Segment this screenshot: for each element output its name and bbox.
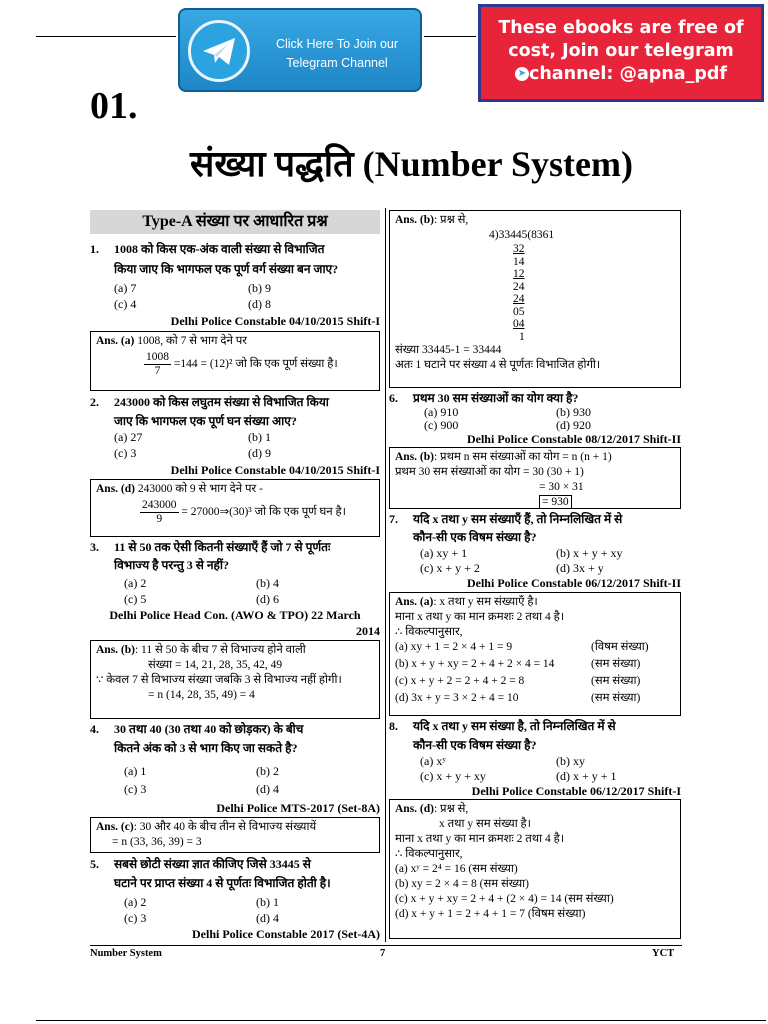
chapter-title: संख्या पद्धति (Number System) — [190, 144, 633, 184]
question-number: 4. — [90, 722, 99, 736]
answer-row: (d) x + y + 1 = 2 + 4 + 1 = 7 (विषम संख्या) — [395, 908, 586, 920]
chapter-number: 01. — [90, 85, 138, 127]
answer-label: Ans. (b) — [395, 451, 434, 463]
answer-label: Ans. (a) — [96, 335, 135, 347]
option-d: (d) 8 — [248, 297, 271, 311]
promo-line2: cost, Join our telegram — [508, 41, 734, 61]
answer-text: : 11 से 50 के बीच 7 से विभाज्य होने वाली — [134, 644, 306, 656]
question-text: घटाने पर प्राप्त संख्या 4 से पूर्णतः विभाजित होती है। — [114, 876, 331, 890]
option-c: (c) 3 — [124, 911, 147, 925]
answer-text: = n (33, 36, 39) = 3 — [112, 836, 202, 848]
answer-text: =144 = (12)² जो कि एक पूर्ण संख्या है। — [173, 358, 338, 371]
answer-text: ∵ केवल 7 से विभाज्य संख्या जबकि 3 से विभाज्य नहीं होगी। — [96, 674, 342, 686]
question-number: 5. — [90, 857, 99, 871]
question-text: यदि x तथा y सम संख्याएँ हैं, तो निम्नलिखित में से — [413, 512, 623, 526]
answer-text: 243000 को 9 से भाग देने पर - — [137, 483, 263, 495]
answer-label: Ans. (c) — [96, 821, 134, 833]
answer-label: Ans. (d) — [96, 483, 135, 495]
answer-box-8 — [389, 799, 681, 939]
option-d: (d) 3x + y — [556, 561, 604, 575]
answer-box-7 — [389, 592, 681, 716]
option-b: (b) 1 — [248, 430, 271, 444]
answer-text: x तथा y सम संख्या है। — [439, 818, 532, 830]
question-text: कौन-सी एक विषम संख्या है? — [413, 738, 537, 752]
long-division-step: 12 — [513, 268, 525, 280]
answer-box-1 — [90, 331, 380, 391]
telegram-banner-line2: Telegram Channel — [286, 56, 388, 70]
question-source: Delhi Police Constable 06/12/2017 Shift-II — [466, 576, 681, 590]
question-2 — [90, 394, 382, 434]
answer-row: (b) xy = 2 × 4 = 8 (सम संख्या) — [395, 878, 529, 890]
question-number: 8. — [389, 719, 398, 733]
question-number: 1. — [90, 242, 99, 256]
question-text: 11 से 50 तक ऐसी कितनी संख्याएँ हैं जो 7 से पूर्णतः — [114, 540, 331, 554]
promo-line1: These ebooks are free of — [498, 18, 744, 38]
option-a: (a) 2 — [124, 895, 147, 909]
question-source: Delhi Police Constable 06/12/2017 Shift-I — [471, 784, 681, 798]
question-text: यदि x तथा y सम संख्या है, तो निम्नलिखित में से — [413, 719, 616, 733]
fraction: $\frac{1008}{7}$ — [146, 351, 169, 377]
option-d: (d) 4 — [256, 782, 279, 796]
answer-row: (c) x + y + 2 = 2 + 4 + 2 = 8 — [395, 675, 525, 687]
telegram-icon — [188, 20, 250, 82]
promo-line3: channel: @apna_pdf — [528, 64, 728, 84]
option-b: (b) 2 — [256, 764, 279, 778]
answer-text: : प्रथम n सम संख्याओं का योग = n (n + 1) — [433, 451, 612, 463]
question-source-year: 2014 — [356, 624, 380, 638]
question-text: कितने अंक को 3 से भाग किए जा सकते है? — [114, 741, 298, 755]
footer-chapter-name: Number System — [90, 948, 162, 959]
question-number: 3. — [90, 540, 99, 554]
option-b: (b) 9 — [248, 281, 271, 295]
answer-text: ∴ विकल्पानुसार, — [395, 848, 463, 860]
option-a: (a) xʸ — [420, 754, 446, 768]
telegram-small-icon: ➤ — [515, 67, 529, 81]
answer-text: 1008, को 7 से भाग देने पर — [137, 335, 247, 347]
final-answer: = 930 — [539, 495, 572, 509]
answer-label: Ans. (a) — [395, 596, 434, 608]
option-d: (d) 6 — [256, 592, 279, 606]
answer-box-5 — [389, 210, 681, 388]
question-text: सबसे छोटी संख्या ज्ञात कीजिए जिसे 33445 से — [114, 857, 311, 871]
answer-label: Ans. (b) — [395, 214, 434, 226]
option-b: (b) 4 — [256, 576, 279, 590]
answer-box-6 — [389, 447, 681, 509]
answer-text: : प्रश्न से, — [433, 214, 469, 226]
footer-publisher: YCT — [652, 948, 675, 959]
option-a: (a) 910 — [424, 405, 459, 419]
question-8 — [389, 718, 681, 758]
question-text: प्रथम 30 सम संख्याओं का योग क्या है? — [413, 391, 579, 405]
question-number: 7. — [389, 512, 398, 526]
option-d: (d) 4 — [256, 911, 279, 925]
answer-row: (a) xy + 1 = 2 × 4 + 1 = 9 — [395, 641, 513, 653]
option-c: (c) 4 — [114, 297, 137, 311]
answer-text: माना x तथा y का मान क्रमशः 2 तथा 4 है। — [395, 833, 565, 845]
answer-text: : 30 और 40 के बीच तीन से विभाज्य संख्यायें — [133, 821, 317, 833]
answer-row: (d) 3x + y = 3 × 2 + 4 = 10 — [395, 692, 519, 704]
option-b: (b) 1 — [256, 895, 279, 909]
long-division-step: 14 — [513, 255, 525, 268]
answer-text: = 27000⇒(30)³ जो कि एक पूर्ण घन है। — [181, 506, 346, 519]
option-a: (a) 1 — [124, 764, 147, 778]
option-d: (d) x + y + 1 — [556, 769, 617, 783]
long-division-step: 1 — [519, 330, 525, 343]
question-5 — [90, 856, 382, 896]
option-c: (c) x + y + xy — [420, 769, 486, 783]
question-source: Delhi Police Head Con. (AWO & TPO) 22 March — [109, 608, 361, 622]
question-source: Delhi Police Constable 08/12/2017 Shift-II — [466, 432, 681, 446]
option-d: (d) 9 — [248, 446, 271, 460]
question-source: Delhi Police Constable 04/10/2015 Shift-I — [170, 314, 380, 328]
answer-text: : प्रश्न से, — [433, 803, 469, 815]
question-source: Delhi Police Constable 2017 (Set-4A) — [192, 927, 380, 941]
question-text: 1008 को किस एक-अंक वाली संख्या से विभाजित — [114, 242, 325, 256]
question-text: 243000 को किस लघुतम संख्या से विभाजित किया — [114, 395, 329, 409]
question-text: किया जाए कि भागफल एक पूर्ण वर्ग संख्या बन जाए? — [114, 262, 339, 276]
answer-box-4 — [90, 817, 380, 853]
question-number: 2. — [90, 395, 99, 409]
answer-row-tag: (सम संख्या) — [591, 692, 641, 704]
option-b: (b) xy — [556, 754, 585, 768]
option-a: (a) xy + 1 — [420, 546, 468, 560]
question-4 — [90, 721, 382, 761]
option-a: (a) 27 — [114, 430, 143, 444]
answer-row: (c) x + y + xy = 2 + 4 + (2 × 4) = 14 (सम संख्या) — [395, 893, 614, 905]
question-number: 6. — [389, 391, 398, 405]
answer-text: : x तथा y सम संख्याएँ है। — [433, 596, 538, 608]
answer-text: माना x तथा y का मान क्रमशः 2 तथा 4 है। — [395, 611, 565, 623]
question-3 — [90, 539, 382, 579]
long-division-step: 24 — [513, 293, 525, 305]
answer-text: = 30 × 31 — [539, 481, 584, 493]
fraction: $\frac{243000}{9}$ — [142, 499, 177, 525]
answer-row: (b) x + y + xy = 2 + 4 + 2 × 4 = 14 — [395, 658, 555, 670]
long-division-head: 4)33445(8361 — [489, 229, 555, 241]
promo-banner[interactable] — [478, 4, 764, 102]
answer-text: संख्या = 14, 21, 28, 35, 42, 49 — [148, 659, 283, 671]
long-division-step: 05 — [513, 305, 525, 318]
telegram-banner-line1: Click Here To Join our — [275, 37, 399, 51]
question-text: जाए कि भागफल एक पूर्ण घन संख्या आए? — [114, 414, 297, 428]
option-c: (c) 5 — [124, 592, 147, 606]
long-division-step: 04 — [513, 318, 525, 330]
option-a: (a) 2 — [124, 576, 147, 590]
answer-row: (a) xʸ = 2⁴ = 16 (सम संख्या) — [395, 863, 518, 875]
question-7 — [389, 511, 681, 551]
long-division-step: 32 — [513, 243, 525, 255]
telegram-join-banner[interactable] — [178, 8, 422, 92]
answer-box-2 — [90, 479, 380, 537]
answer-text: संख्या 33445-1 = 33444 — [395, 344, 502, 356]
question-source: Delhi Police Constable 04/10/2015 Shift-I — [170, 463, 380, 477]
option-c: (c) 900 — [424, 418, 459, 432]
option-d: (d) 920 — [556, 418, 591, 432]
option-b: (b) 930 — [556, 405, 591, 419]
option-b: (b) x + y + xy — [556, 546, 623, 560]
answer-text: ∴ विकल्पानुसार, — [395, 626, 463, 638]
answer-text: = n (14, 28, 35, 49) = 4 — [148, 689, 255, 701]
option-c: (c) 3 — [114, 446, 137, 460]
answer-row-tag: (सम संख्या) — [591, 658, 641, 670]
question-text: विभाज्य है परन्तु 3 से नहीं? — [114, 558, 230, 572]
question-text: 30 तथा 40 (30 तथा 40 को छोड़कर) के बीच — [114, 722, 304, 736]
type-heading: Type-A संख्या पर आधारित प्रश्न — [90, 210, 380, 234]
answer-text: प्रथम 30 सम संख्याओं का योग = 30 (30 + 1) — [395, 466, 584, 478]
answer-row-tag: (सम संख्या) — [591, 675, 641, 687]
option-c: (c) 3 — [124, 782, 147, 796]
answer-label: Ans. (b) — [96, 644, 135, 656]
answer-text: अतः 1 घटाने पर संख्या 4 से पूर्णतः विभाजित होगी। — [395, 359, 601, 371]
answer-box-3 — [90, 640, 380, 719]
answer-row-tag: (विषम संख्या) — [591, 641, 649, 653]
long-division-steps — [395, 243, 675, 343]
footer-page-number: 7 — [380, 948, 386, 959]
question-source: Delhi Police MTS-2017 (Set-8A) — [216, 801, 380, 815]
answer-label: Ans. (d) — [395, 803, 434, 815]
option-c: (c) x + y + 2 — [420, 561, 480, 575]
long-division-step: 24 — [513, 280, 525, 293]
option-a: (a) 7 — [114, 281, 137, 295]
question-text: कौन-सी एक विषम संख्या है? — [413, 530, 537, 544]
